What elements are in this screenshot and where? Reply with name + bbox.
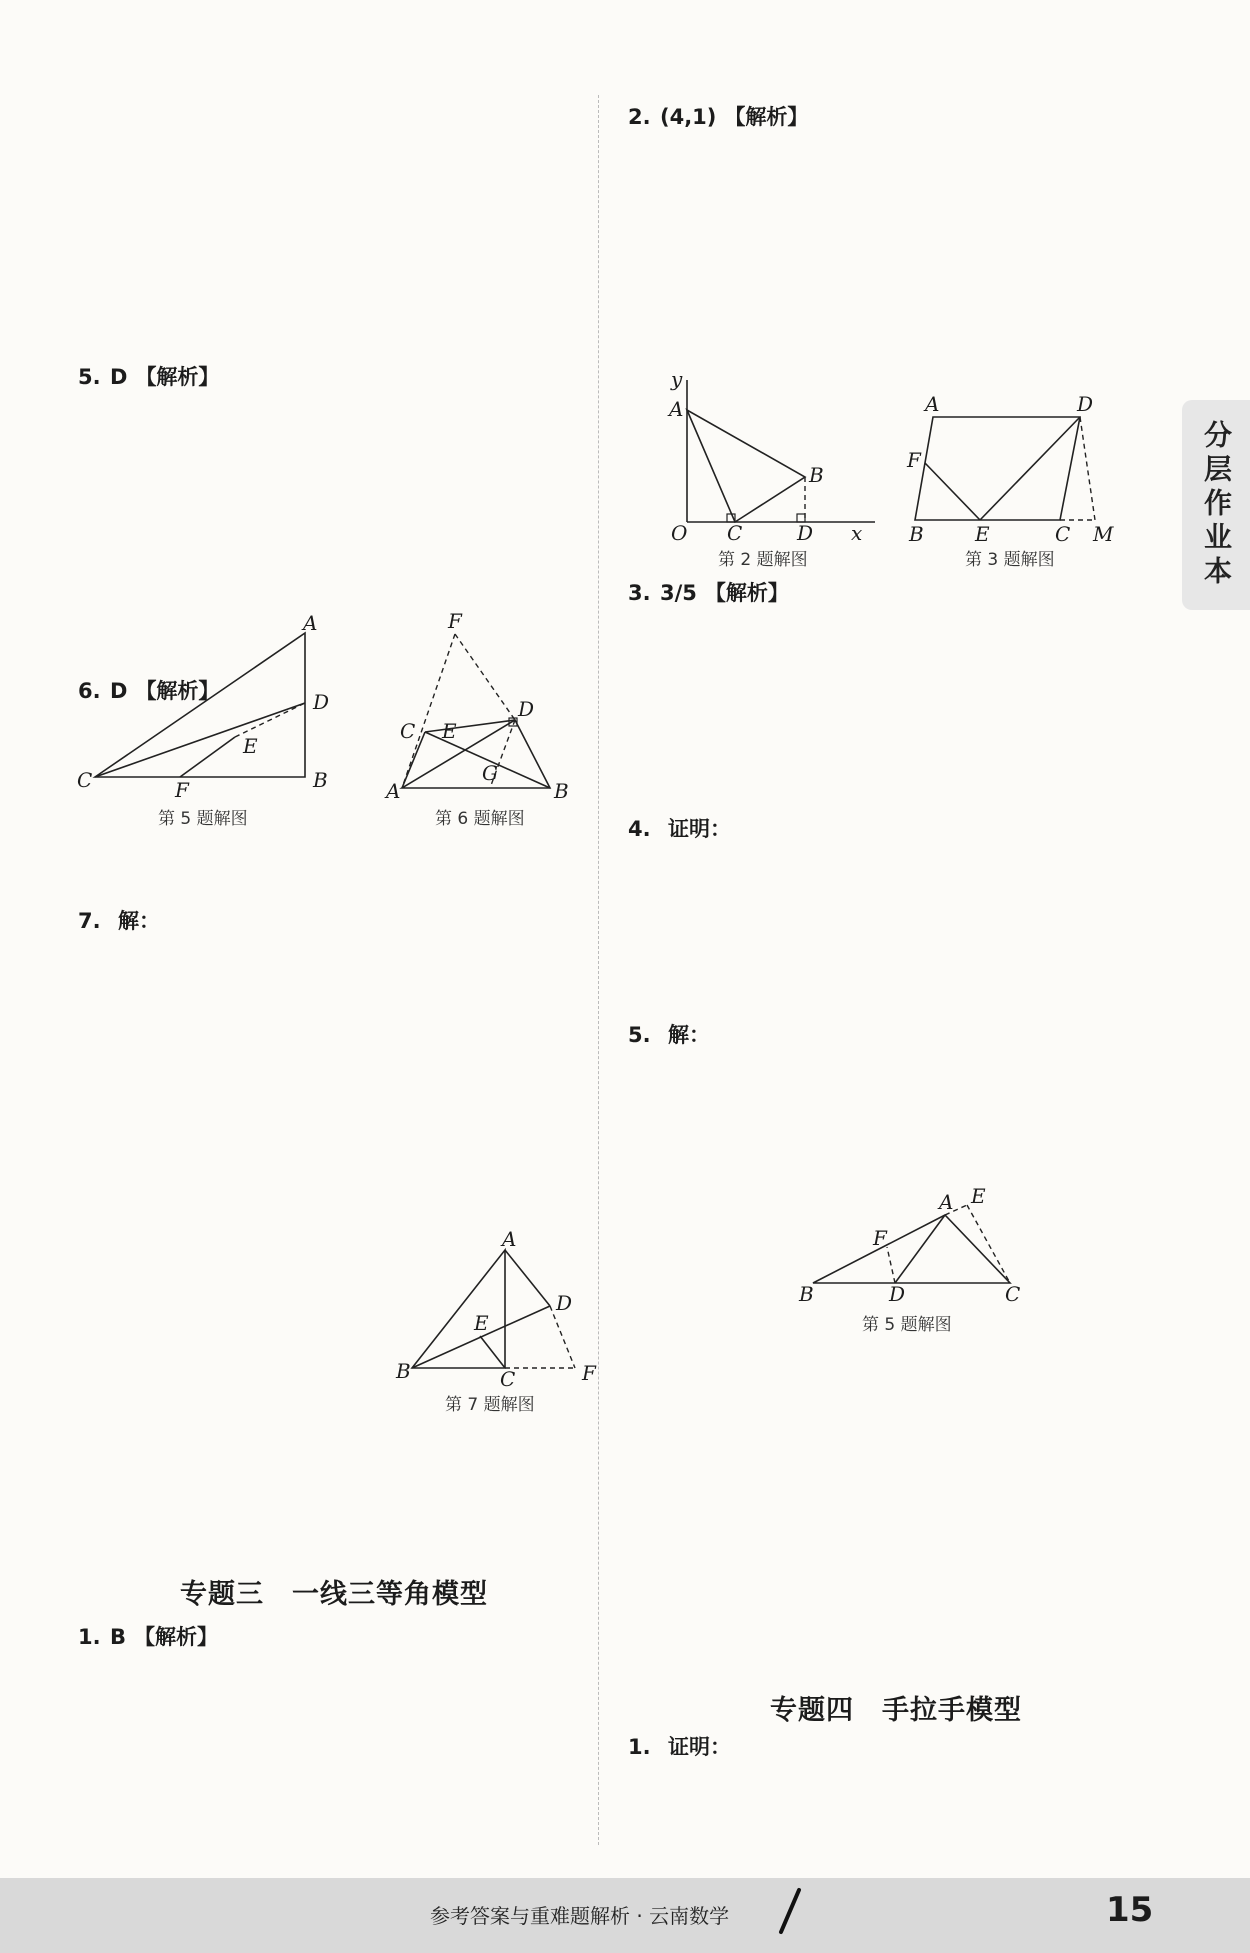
figure-left-6 (386, 609, 600, 806)
figure-right-3-svg (905, 392, 1125, 546)
side-tab (1182, 400, 1250, 610)
label: x (851, 521, 863, 545)
problem-number: 2. (628, 105, 651, 129)
label: F (873, 1226, 887, 1250)
problem-number: 7. (78, 909, 101, 933)
pen-stroke-icon (777, 1886, 803, 1936)
right-spacer-4 (628, 858, 1148, 1018)
label: B (396, 1359, 411, 1383)
right-problem-5 (628, 1018, 1148, 1052)
left-problem-5 (78, 360, 598, 394)
right-problem-2 (628, 100, 1148, 134)
label: D (556, 1291, 573, 1315)
label: C (77, 768, 93, 792)
figure-left-7-svg (396, 1227, 610, 1391)
section-heading-3: 专题三 一线三等角模型 (180, 1579, 488, 1610)
left-spacer-top (78, 100, 598, 360)
label: y (671, 367, 683, 391)
problem-number: 1. (628, 1735, 651, 1759)
label: B (909, 522, 924, 546)
label: E (474, 1311, 489, 1335)
figure-left-5-caption: 第 5 题解图 (158, 809, 248, 829)
figure-right-3-caption: 第 3 题解图 (965, 550, 1055, 570)
problem-number: 5. (78, 365, 101, 389)
problem-tag: 证明： (668, 1735, 731, 1759)
label: O (671, 521, 688, 545)
column-divider (598, 95, 599, 1845)
figure-left-7 (396, 1227, 610, 1392)
label: F (582, 1361, 596, 1385)
figure-right-5-svg (795, 1184, 1035, 1306)
label: A (669, 397, 684, 421)
problem-tag: 【解析】 (724, 105, 809, 129)
label: A (939, 1190, 954, 1214)
problem-number: 4. (628, 817, 651, 841)
label: B (313, 768, 328, 792)
problem-tag: 【解析】 (135, 679, 220, 703)
label: B (554, 779, 569, 803)
label: C (727, 521, 743, 545)
label: E (975, 522, 990, 546)
label: A (303, 611, 318, 635)
section-heading-4: 专题四 手拉手模型 (770, 1695, 1022, 1726)
label: F (175, 778, 189, 802)
label: G (482, 761, 498, 785)
problem-tag: 解： (668, 1023, 710, 1047)
problem-tag: 解： (118, 909, 160, 933)
problem-number: 6. (78, 679, 101, 703)
problem-tag: 【解析】 (704, 581, 789, 605)
label: A (925, 392, 940, 416)
right-section-problem-1 (628, 1730, 731, 1764)
figure-left-7-caption: 第 7 题解图 (445, 1395, 535, 1415)
problem-number: 1. (78, 1625, 101, 1649)
label: D (889, 1282, 906, 1306)
problem-answer: 3/5 (660, 581, 697, 605)
footer-text: 参考答案与重难题解析 · 云南数学 (430, 1904, 730, 1928)
figure-left-5-svg (77, 611, 345, 802)
figure-left-6-svg (386, 609, 600, 803)
label: B (799, 1282, 814, 1306)
problem-answer: D (110, 679, 128, 703)
figure-right-5-caption: 第 5 题解图 (862, 1315, 952, 1335)
label: F (448, 609, 462, 633)
label: D (313, 690, 330, 714)
figure-right-2-caption: 第 2 题解图 (718, 550, 808, 570)
figure-right-5 (795, 1184, 1035, 1309)
problem-number: 3. (628, 581, 651, 605)
left-problem-7 (78, 904, 598, 938)
figure-right-2-svg (665, 367, 885, 545)
problem-number: 5. (628, 1023, 651, 1047)
label: E (243, 734, 258, 758)
label: A (502, 1227, 517, 1251)
left-section-problem-1 (78, 1620, 218, 1654)
right-problem-3 (628, 576, 1148, 610)
right-column (628, 100, 1148, 1064)
problem-tag: 证明： (668, 817, 731, 841)
side-tab-label: 分层作业本 (1200, 420, 1233, 590)
right-problem-4 (628, 812, 1148, 846)
problem-answer: B (110, 1625, 127, 1649)
label: C (400, 719, 416, 743)
label: D (1077, 392, 1094, 416)
label: C (1005, 1282, 1021, 1306)
label: M (1093, 522, 1114, 546)
label: C (1055, 522, 1071, 546)
figure-right-3 (905, 392, 1125, 549)
label: B (809, 463, 824, 487)
label: D (797, 521, 814, 545)
problem-answer: D (110, 365, 128, 389)
problem-tag: 【解析】 (134, 1625, 219, 1649)
label: F (907, 448, 921, 472)
page-footer (0, 1878, 1250, 1953)
problem-tag: 【解析】 (135, 365, 220, 389)
figure-right-2 (665, 367, 885, 546)
right-spacer-3 (628, 622, 1148, 812)
figure-left-6-caption: 第 6 题解图 (435, 809, 525, 829)
page-number: 15 (1106, 1890, 1154, 1930)
label: A (386, 779, 401, 803)
problem-answer: (4,1) (660, 105, 717, 129)
figure-left-5 (77, 611, 345, 804)
label: D (518, 697, 535, 721)
label: E (442, 719, 457, 743)
label: E (971, 1184, 986, 1208)
label: C (500, 1367, 516, 1391)
